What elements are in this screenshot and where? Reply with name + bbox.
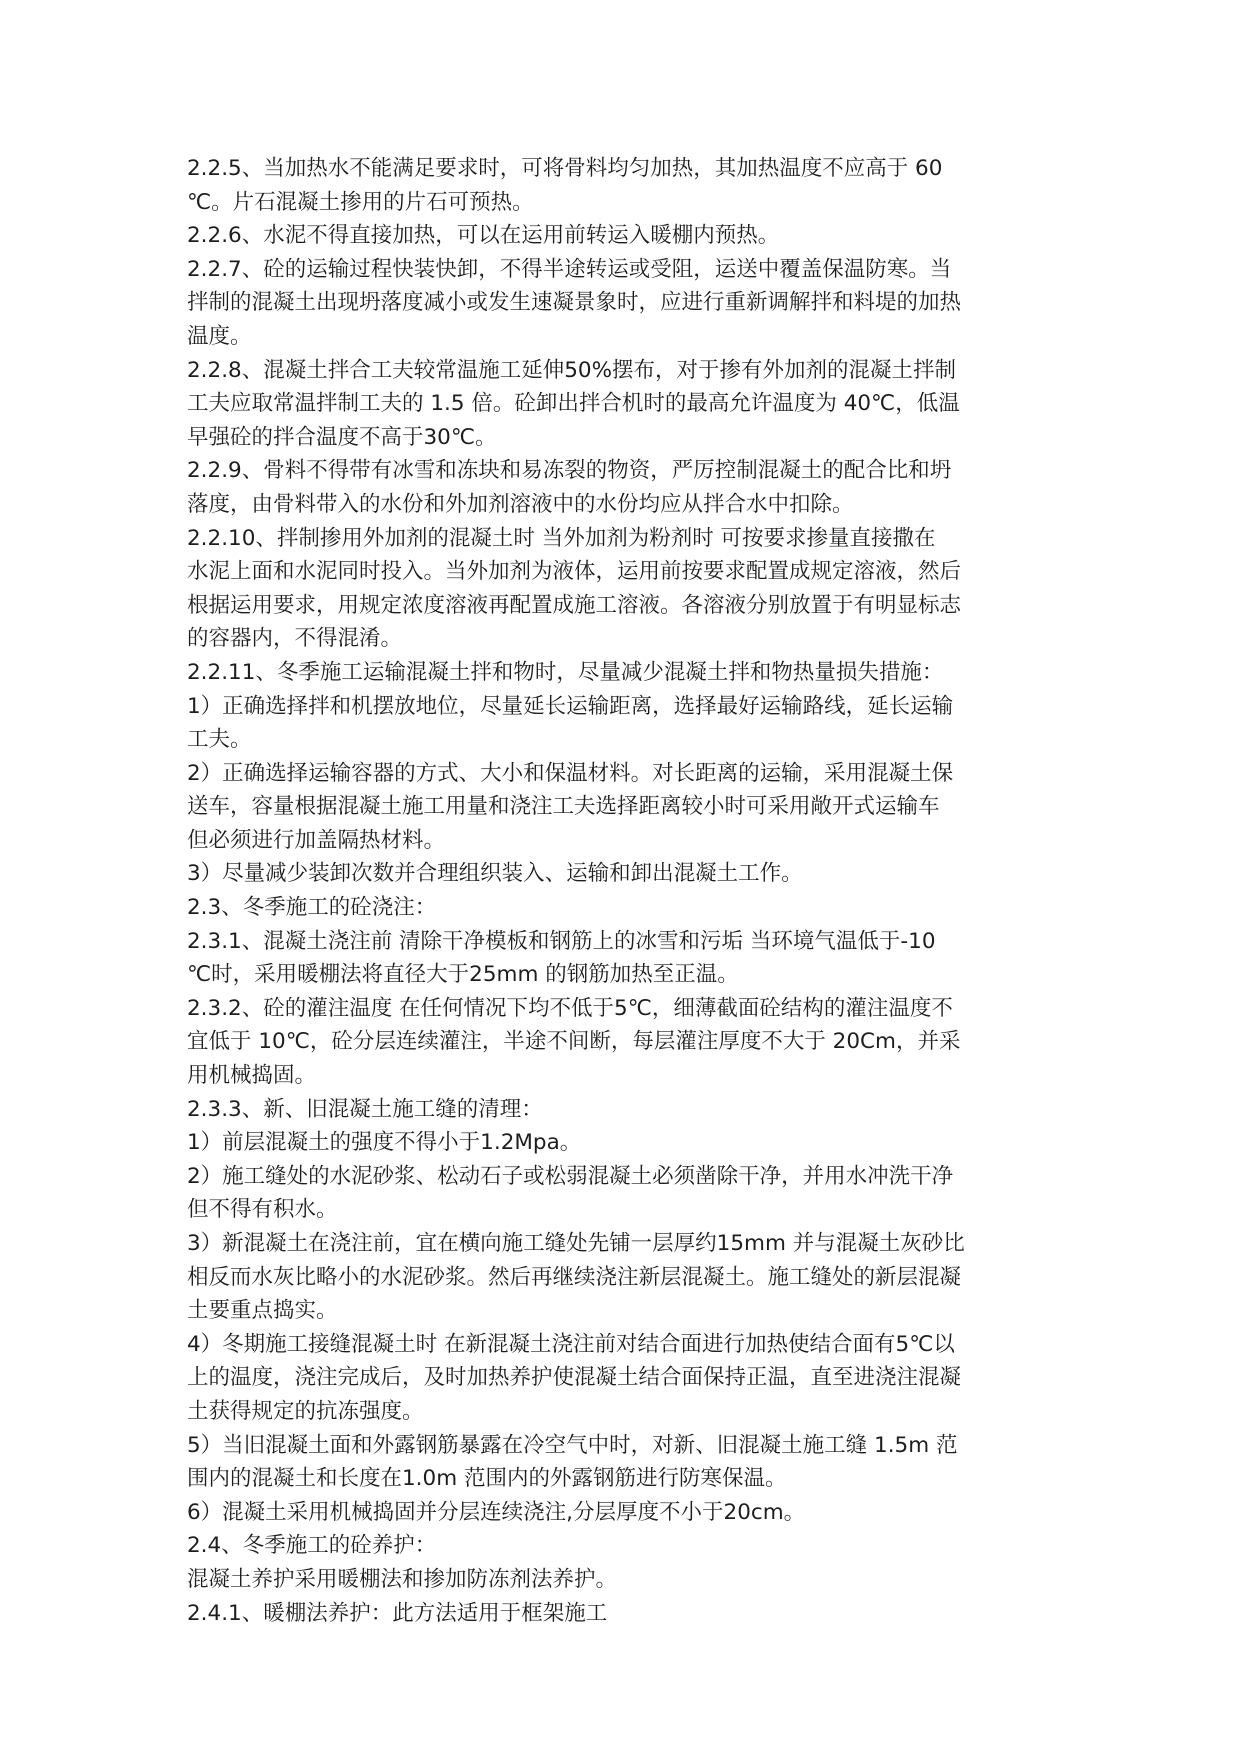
line-34: 相反而水灰比略小的水泥砂浆。然后再继续浇注新层混凝土。施工缝处的新层混凝 (187, 1264, 962, 1290)
line-35: 土要重点捣实。 (187, 1298, 338, 1324)
line-11: 落度，由骨料带入的水份和外加剂溶液中的水份均应从拌合水中扣除。 (187, 491, 854, 517)
line-14: 根据运用要求，用规定浓度溶液再配置成施工溶液。各溶液分别放置于有明显标志 (187, 592, 962, 618)
line-24: 2.3.1、混凝土浇注前 清除干净模板和钢筋上的冰雪和污垢 当环境气温低于-10 (187, 928, 936, 954)
line-12: 2.2.10、拌制掺用外加剂的混凝土时 当外加剂为粉剂时 可按要求掺量直接撒在 (187, 525, 936, 551)
line-41: 6）混凝土采用机械捣固并分层连续浇注,分层厚度不小于20cm。 (187, 1499, 806, 1525)
line-42: 2.4、冬季施工的砼养护： (187, 1533, 437, 1559)
line-16: 2.2.11、冬季施工运输混凝土拌和物时，尽量减少混凝土拌和物热量损失措施： (187, 659, 944, 685)
line-38: 土获得规定的抗冻强度。 (187, 1398, 424, 1424)
line-08: 工夫应取常温拌制工夫的 1.5 倍。砼卸出拌合机时的最高允许温度为 40℃，低温 (187, 391, 960, 417)
line-39: 5）当旧混凝土面和外露钢筋暴露在冷空气中时，对新、旧混凝土施工缝 1.5m 范 (187, 1432, 958, 1458)
line-32: 但不得有积水。 (187, 1197, 338, 1223)
line-17: 1）正确选择拌和机摆放地位，尽量延长运输距离，选择最好运输路线，延长运输 (187, 693, 954, 719)
line-04: 2.2.7、砼的运输过程快装快卸，不得半途转运或受阻，运送中覆盖保温防寒。当 (187, 256, 952, 282)
line-15: 的容器内，不得混淆。 (187, 626, 403, 652)
line-20: 送车，容量根据混凝土施工用量和浇注工夫选择距离较小时可采用敞开式运输车 (187, 794, 940, 820)
line-05: 拌制的混凝土出现坍落度减小或发生速凝景象时，应进行重新调解拌和料堤的加热 (187, 290, 962, 316)
line-03: 2.2.6、水泥不得直接加热，可以在运用前转运入暖棚内预热。 (187, 223, 780, 249)
line-06: 温度。 (187, 323, 252, 349)
line-29: 2.3.3、新、旧混凝土施工缝的清理： (187, 1096, 543, 1122)
line-25: ℃时，采用暖棚法将直径大于25mm 的钢筋加热至正温。 (187, 962, 739, 988)
document-body (187, 152, 1077, 1630)
line-31: 2）施工缝处的水泥砂浆、松动石子或松弱混凝土必须凿除干净，并用水冲洗干净 (187, 1163, 954, 1189)
line-01: 2.2.5、当加热水不能满足要求时，可将骨料均匀加热，其加热温度不应高于 60 (187, 156, 943, 181)
line-33: 3）新混凝土在浇注前，宜在横向施工缝处先铺一层厚约15mm 并与混凝土灰砂比 (187, 1231, 965, 1256)
line-10: 2.2.9、骨料不得带有冰雪和冻块和易冻裂的物资，严厉控制混凝土的配合比和坍 (187, 458, 952, 484)
line-27: 宜低于 10℃，砼分层连续灌注，半途不间断，每层灌注厚度不大于 20Cm，并采 (187, 1029, 961, 1055)
line-07: 2.2.8、混凝土拌合工夫较常温施工延伸50%摆布，对于掺有外加剂的混凝土拌制 (187, 357, 956, 383)
line-09: 早强砼的拌合温度不高于30℃。 (187, 424, 497, 450)
line-19: 2）正确选择运输容器的方式、大小和保温材料。对长距离的运输，采用混凝土保 (187, 760, 954, 786)
line-18: 工夫。 (187, 727, 252, 753)
line-13: 水泥上面和水泥同时投入。当外加剂为液体，运用前按要求配置成规定溶液，然后 (187, 559, 962, 585)
line-02: ℃。片石混凝土掺用的片石可预热。 (187, 189, 534, 215)
line-28: 用机械捣固。 (187, 1063, 317, 1089)
line-36: 4）冬期施工接缝混凝土时 在新混凝土浇注前对结合面进行加热使结合面有5℃以 (187, 1331, 955, 1357)
line-26: 2.3.2、砼的灌注温度 在任何情况下均不低于5℃，细薄截面砼结构的灌注温度不 (187, 995, 953, 1021)
line-44: 2.4.1、暖棚法养护：此方法适用于框架施工 (187, 1600, 608, 1626)
line-43: 混凝土养护采用暖棚法和掺加防冻剂法养护。 (187, 1566, 618, 1592)
line-37: 上的温度，浇注完成后，及时加热养护使混凝土结合面保持正温，直至进浇注混凝 (187, 1365, 962, 1391)
line-22: 3）尽量减少装卸次数并合理组织装入、运输和卸出混凝土工作。 (187, 861, 803, 887)
line-30: 1）前层混凝土的强度不得小于1.2Mpa。 (187, 1130, 582, 1156)
line-21: 但必须进行加盖隔热材料。 (187, 827, 446, 853)
line-40: 围内的混凝土和长度在1.0m 范围内的外露钢筋进行防寒保温。 (187, 1466, 787, 1492)
line-23: 2.3、冬季施工的砼浇注： (187, 895, 437, 921)
